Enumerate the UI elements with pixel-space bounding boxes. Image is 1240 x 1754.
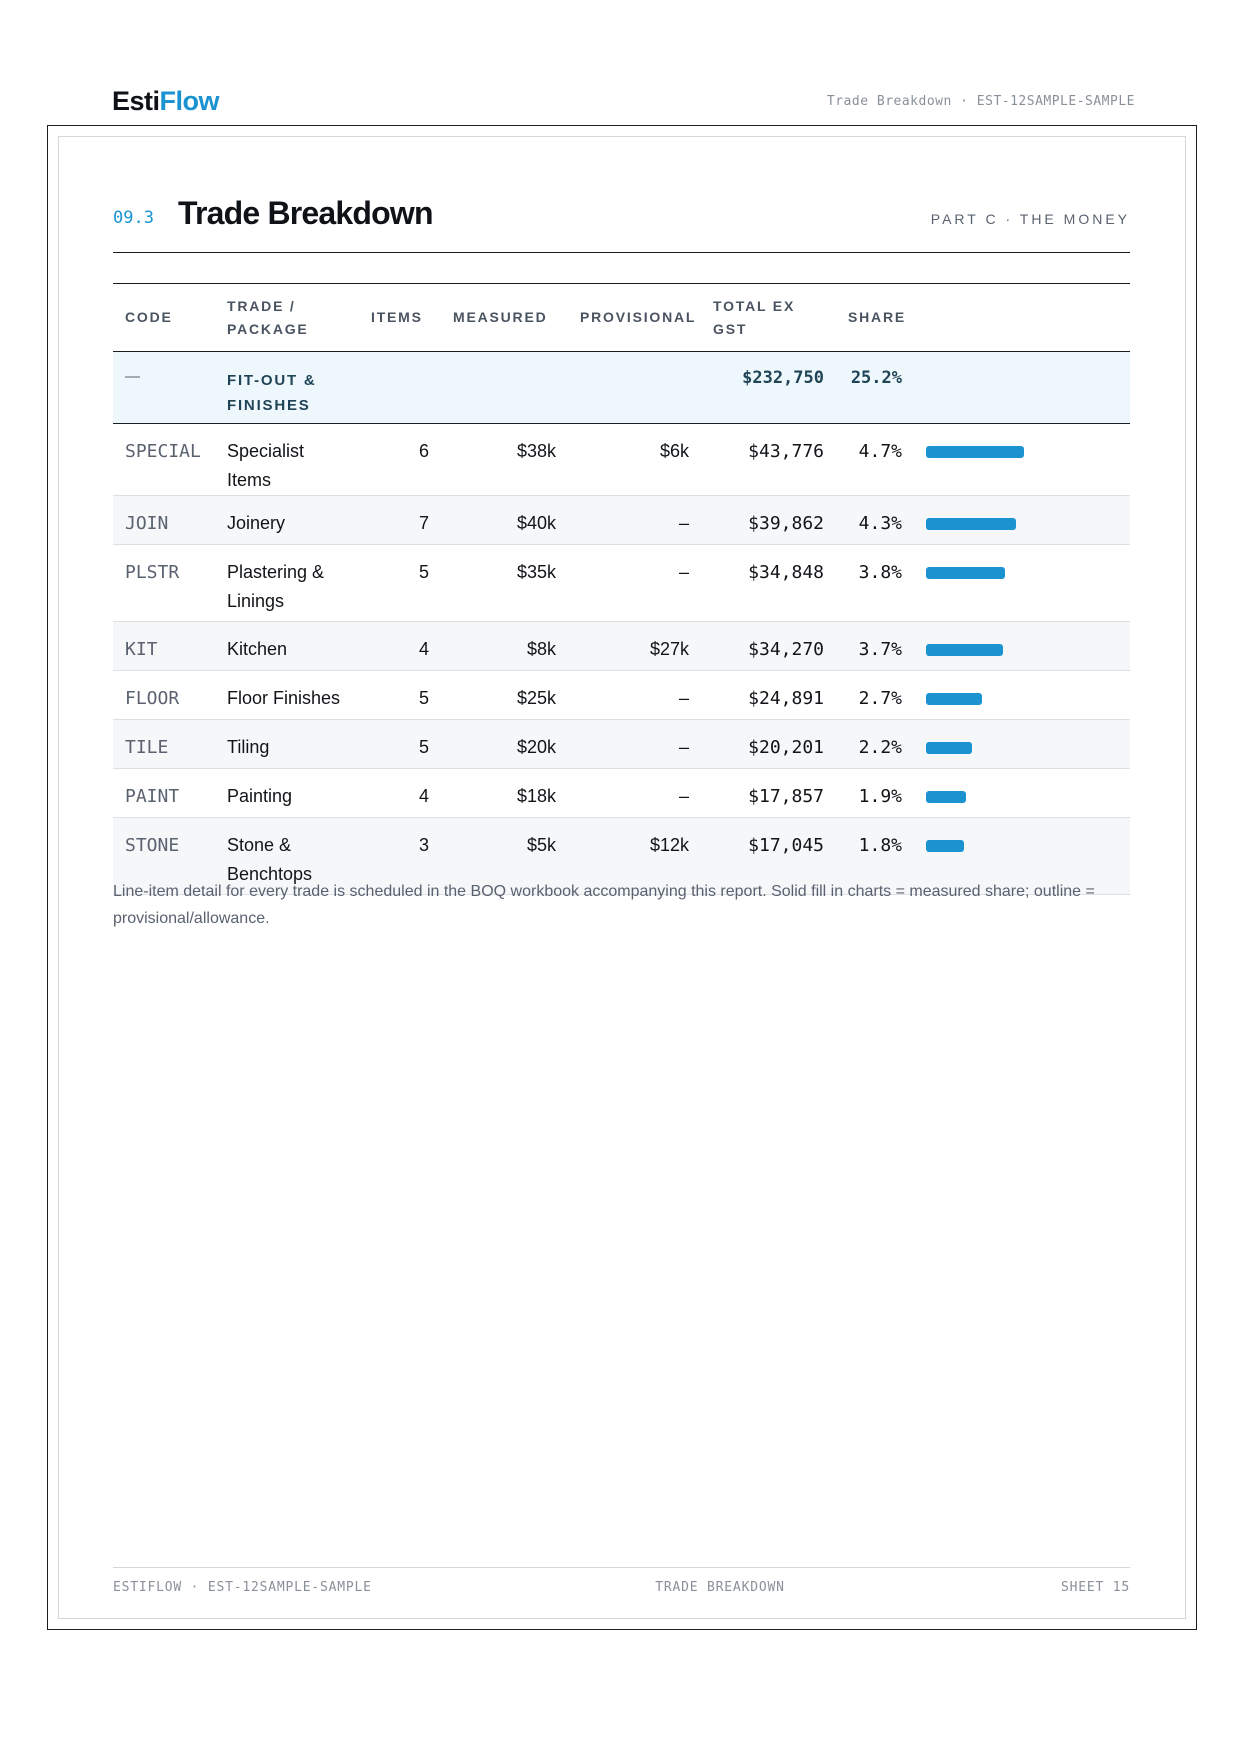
row-measured: $5k (441, 818, 568, 895)
table-row (113, 671, 1130, 720)
share-bar (926, 791, 966, 803)
group-name: FIT-OUT & FINISHES (227, 372, 317, 414)
col-header-total: TOTAL EX GST (713, 297, 796, 337)
row-trade-name: Floor Finishes (215, 671, 359, 720)
col-header-share: SHARE (848, 309, 907, 325)
row-provisional: $6k (568, 424, 701, 496)
row-provisional: $27k (568, 622, 701, 671)
row-items: 3 (359, 818, 441, 895)
brand-logo-part2: Flow (159, 86, 220, 116)
row-code: KIT (113, 622, 215, 671)
row-provisional: – (568, 545, 701, 622)
share-bar (926, 446, 1024, 458)
table-row (113, 622, 1130, 671)
col-header-measured: MEASURED (453, 309, 548, 325)
group-total: $232,750 (742, 368, 824, 388)
share-bar (926, 644, 1003, 656)
row-share: 4.3% (836, 496, 914, 545)
row-items: 6 (359, 424, 441, 496)
row-trade-name: Tiling (215, 720, 359, 769)
footer-center: TRADE BREAKDOWN (655, 1580, 785, 1595)
group-row (113, 352, 1130, 424)
row-provisional: – (568, 720, 701, 769)
row-share: 1.8% (836, 818, 914, 895)
col-header-items: ITEMS (371, 309, 423, 325)
page-title: Trade Breakdown (178, 195, 433, 231)
footer-right: SHEET 15 (1060, 1580, 1130, 1595)
row-code: JOIN (113, 496, 215, 545)
table-row (113, 496, 1130, 545)
row-trade-name: Specialist Items (215, 424, 359, 496)
row-measured: $18k (441, 769, 568, 818)
row-measured: $40k (441, 496, 568, 545)
row-trade-name: Plastering & Linings (215, 545, 359, 622)
group-code: — (125, 368, 140, 385)
share-bar (926, 518, 1016, 530)
table-row (113, 720, 1130, 769)
col-header-trade: TRADE / PACKAGE (227, 297, 309, 337)
row-total: $34,270 (701, 622, 836, 671)
row-code: PAINT (113, 769, 215, 818)
row-code: SPECIAL (113, 424, 215, 496)
row-items: 7 (359, 496, 441, 545)
row-share: 3.8% (836, 545, 914, 622)
row-measured: $8k (441, 622, 568, 671)
row-total: $39,862 (701, 496, 836, 545)
row-share: 1.9% (836, 769, 914, 818)
footer-divider (113, 1567, 1130, 1568)
group-share: 25.2% (850, 368, 902, 388)
table-row (113, 424, 1130, 496)
section-number: 09.3 (113, 208, 154, 228)
row-total: $17,045 (701, 818, 836, 895)
row-total: $24,891 (701, 671, 836, 720)
row-items: 4 (359, 622, 441, 671)
footer-left: ESTIFLOW · EST-12SAMPLE-SAMPLE (113, 1580, 372, 1595)
row-trade-name: Painting (215, 769, 359, 818)
col-header-provisional: PROVISIONAL (580, 309, 697, 325)
row-code: STONE (113, 818, 215, 895)
share-bar (926, 840, 964, 852)
row-trade-name: Joinery (215, 496, 359, 545)
share-bar (926, 742, 972, 754)
row-share: 4.7% (836, 424, 914, 496)
row-trade-name: Stone & Benchtops (215, 818, 359, 895)
table-header-row (113, 284, 1130, 352)
row-provisional: $12k (568, 818, 701, 895)
row-measured: $20k (441, 720, 568, 769)
share-bar (926, 693, 982, 705)
row-trade-name: Kitchen (215, 622, 359, 671)
row-share: 2.2% (836, 720, 914, 769)
part-label: PART C · THE MONEY (930, 211, 1130, 227)
row-code: TILE (113, 720, 215, 769)
title-divider (113, 252, 1130, 253)
row-total: $34,848 (701, 545, 836, 622)
row-provisional: – (568, 496, 701, 545)
row-provisional: – (568, 769, 701, 818)
row-share: 2.7% (836, 671, 914, 720)
share-bar (926, 567, 1005, 579)
row-total: $43,776 (701, 424, 836, 496)
row-measured: $35k (441, 545, 568, 622)
row-measured: $38k (441, 424, 568, 496)
brand-logo-part1: Esti (112, 86, 160, 116)
row-code: PLSTR (113, 545, 215, 622)
brand-logo (112, 86, 219, 117)
row-provisional: – (568, 671, 701, 720)
row-total: $20,201 (701, 720, 836, 769)
header-meta: Trade Breakdown · EST-12SAMPLE-SAMPLE (826, 94, 1135, 109)
trade-breakdown-table (113, 283, 1130, 895)
row-share: 3.7% (836, 622, 914, 671)
row-code: FLOOR (113, 671, 215, 720)
row-items: 5 (359, 720, 441, 769)
row-items: 4 (359, 769, 441, 818)
table-row (113, 769, 1130, 818)
col-header-bar (914, 284, 1130, 352)
row-measured: $25k (441, 671, 568, 720)
table-note: Line-item detail for every trade is scheduled in the BOQ workbook accompanying this report. Solid fill in charts = measured share; outline = provisional/allowance. (113, 883, 1095, 927)
row-items: 5 (359, 545, 441, 622)
table-row (113, 545, 1130, 622)
row-total: $17,857 (701, 769, 836, 818)
row-items: 5 (359, 671, 441, 720)
col-header-code: CODE (125, 309, 173, 325)
